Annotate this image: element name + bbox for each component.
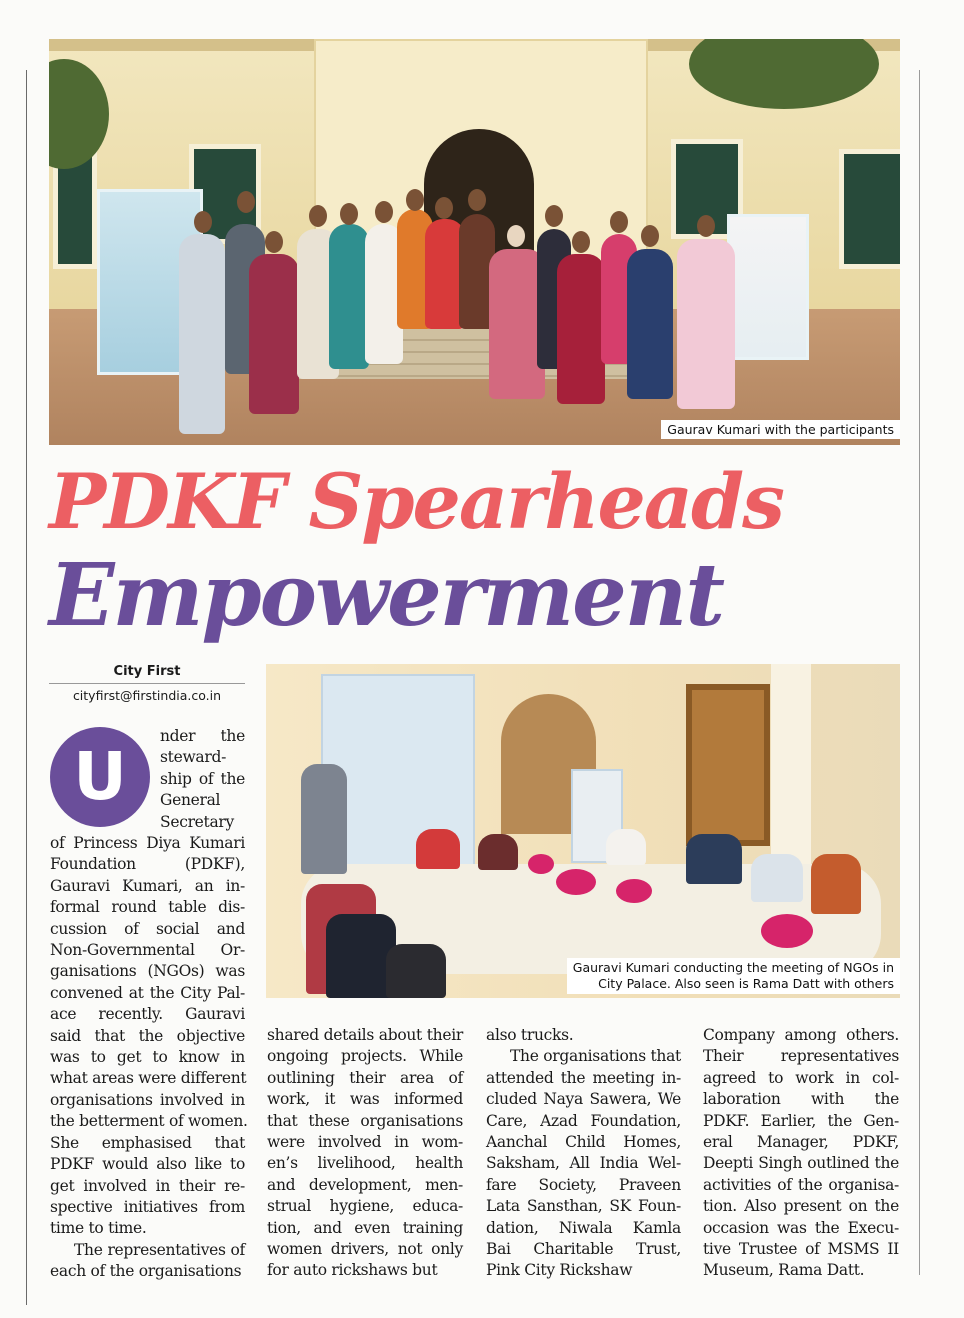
byline-name: City First [49,664,245,684]
article-line: occasion was the Execu- [703,1218,899,1237]
drop-cap: U [50,727,150,827]
article-line: The organisations that [510,1047,681,1066]
person-head [309,205,327,227]
person [686,834,742,884]
person-head [340,203,358,225]
article-line: formal round table dis- [50,898,245,917]
article-line: work, it was informed [267,1090,463,1109]
article-line: Deepti Singh outlined the [703,1154,899,1173]
article-line: Museum, Rama Datt. [703,1261,865,1280]
article-line: The representatives of [74,1240,245,1259]
article-line: convened at the City Pal- [50,983,245,1002]
article-line: tion, and even training [267,1218,463,1237]
article-line: each of the organisations [50,1262,242,1281]
article-line: dation, Niwala Kamla [486,1218,681,1237]
article-line: General [160,791,221,810]
person-head [697,215,715,237]
article-line: Saksham, All India Wel- [486,1154,681,1173]
article-line: She emphasised that [50,1133,245,1152]
article-line: said that the objective [50,1026,245,1045]
article-line: Aanchal Child Homes, [486,1133,681,1152]
article-line: women drivers, not only [267,1240,463,1259]
group-photo [49,39,900,445]
article-line: PDKF would also like to [50,1155,245,1174]
article-line: Company among others. [703,1026,899,1044]
person [329,224,369,369]
person-head [265,231,283,253]
article-line: organisations involved in [50,1090,245,1109]
person [557,254,605,404]
person-head [572,231,590,253]
article-column-1-intro [160,726,245,833]
byline [49,664,245,703]
article-line: Bai Charitable Trust, [486,1240,681,1259]
article-line: en’s livelihood, health [267,1154,463,1173]
flower-arrangement [528,854,554,874]
article-line: spective initiatives from [50,1197,245,1216]
article-column-3 [486,1025,681,1282]
person [386,944,446,998]
left-margin-rule [26,70,27,1305]
article-line: for auto rickshaws but [267,1261,438,1280]
person [416,829,460,869]
article-line: strual hygiene, educa- [267,1197,463,1216]
article-line: what areas were different [50,1069,247,1088]
article-line: Pink City Rickshaw [486,1261,633,1280]
person-head [435,197,453,219]
person [179,234,225,434]
article-line: also trucks. [486,1026,574,1044]
person-head [641,225,659,247]
person-head [468,189,486,211]
standee-banner [727,214,809,360]
article-line: Secretary [160,812,234,831]
article-line: the betterment of women. [50,1112,248,1131]
article-line: cussion of social and [50,919,245,938]
person-head [237,191,255,213]
person [751,854,803,902]
article-line: Non-Governmental Or- [50,941,245,960]
article-line: Foundation (PDKF), [50,855,245,874]
article-line: was to get to know in [50,1048,245,1067]
article-line: steward- [160,748,227,767]
article-line: Care, Azad Foundation, [486,1111,681,1130]
person-head [406,189,424,211]
article-line: eral Manager, PDKF, [703,1133,899,1152]
person-head [610,211,628,233]
article-line: ongoing projects. While [267,1047,463,1066]
article-line: of Princess Diya Kumari [50,834,245,852]
meeting-photo [266,664,900,998]
article-column-4 [703,1025,899,1282]
article-column-2 [267,1025,463,1282]
article-line: tion. Also present on the [703,1197,899,1216]
person-head [194,211,212,233]
flower-arrangement [761,914,813,948]
portrait-painting [686,684,770,846]
person [249,254,299,414]
photo-caption-line-1: Gauravi Kumari conducting the meeting of NGOs in [572,960,894,975]
article-line: were involved in wom- [267,1133,463,1152]
article-line: shared details about their [267,1026,463,1044]
photo-caption: Gaurav Kumari with the participants [661,420,900,439]
article-line: Lata Sansthan, SK Foun- [486,1197,681,1216]
person [627,249,673,399]
article-line: activities of the organisa- [703,1175,899,1194]
article-line: outlining their area of [267,1068,463,1087]
article-line: tive Trustee of MSMS II [703,1240,899,1259]
article-line: Their representatives [703,1047,899,1066]
article-line: and development, men- [267,1175,463,1194]
person-head [507,225,525,247]
right-margin-rule [919,70,920,1275]
article-line: ace recently. Gauravi [50,1005,245,1024]
headline-line-1: PDKF Spearheads [49,457,783,546]
flower-arrangement [556,869,596,895]
article-line: time to time. [50,1219,147,1238]
article-line: attended the meeting in- [486,1068,681,1087]
person-head [545,205,563,227]
article-line: ganisations (NGOs) was [50,962,245,981]
person-head [375,201,393,223]
article-line: get involved in their re- [50,1176,245,1195]
person [606,829,646,865]
flower-arrangement [616,879,652,903]
person [301,764,347,874]
photo-caption-line-2: City Palace. Also seen is Rama Datt with others [598,976,894,991]
article-line: fare Society, Praveen [486,1175,681,1194]
article-line: laboration with the [703,1090,899,1109]
article-line: Gauravi Kumari, an in- [50,876,245,895]
article-line: that these organisations [267,1111,463,1130]
person [478,834,518,870]
person [811,854,861,914]
article-column-1 [50,833,248,1283]
window [839,149,900,269]
article-line: nder the [160,727,245,745]
article-line: PDKF. Earlier, the Gen- [703,1111,899,1130]
article-line: cluded Naya Sawera, We [486,1090,681,1109]
article-line: ship of the [160,769,245,788]
headline-line-2: Empowerment [49,545,724,646]
article-line: agreed to work in col- [703,1068,899,1087]
photo-caption [567,958,900,994]
byline-email: cityfirst@firstindia.co.in [72,688,222,703]
person [677,239,735,409]
